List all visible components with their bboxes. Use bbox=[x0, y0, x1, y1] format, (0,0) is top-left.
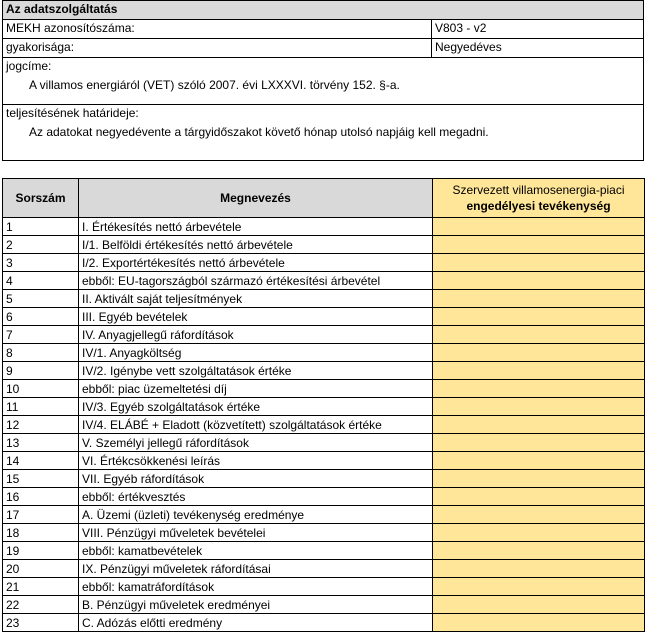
row-number: 23 bbox=[3, 614, 79, 632]
value-input-cell[interactable] bbox=[433, 272, 645, 290]
table-row bbox=[3, 506, 645, 524]
value-input-cell[interactable] bbox=[433, 470, 645, 488]
table-row bbox=[3, 290, 645, 308]
table-row bbox=[3, 236, 645, 254]
row-name: IV. Anyagjellegű ráfordítások bbox=[79, 326, 433, 344]
value-input-cell[interactable] bbox=[433, 218, 645, 236]
row-name: II. Aktivált saját teljesítmények bbox=[79, 290, 433, 308]
row-name: IV/4. ELÁBÉ + Eladott (közvetített) szolgáltatások értéke bbox=[79, 416, 433, 434]
column-header-number: Sorszám bbox=[3, 179, 79, 218]
value-input-cell[interactable] bbox=[433, 596, 645, 614]
frequency-row bbox=[3, 39, 643, 58]
table-row bbox=[3, 362, 645, 380]
legal-basis-text: A villamos energiáról (VET) szóló 2007. évi LXXXVI. törvény 152. §-a. bbox=[29, 78, 400, 92]
data-table bbox=[2, 178, 645, 632]
row-number: 9 bbox=[3, 362, 79, 380]
column-header-value bbox=[433, 179, 645, 218]
value-input-cell[interactable] bbox=[433, 452, 645, 470]
mekh-value: V803 - v2 bbox=[431, 20, 486, 38]
row-number: 13 bbox=[3, 434, 79, 452]
row-number: 5 bbox=[3, 290, 79, 308]
row-name: B. Pénzügyi műveletek eredményei bbox=[79, 596, 433, 614]
row-number: 6 bbox=[3, 308, 79, 326]
row-name: ebből: kamatbevételek bbox=[79, 542, 433, 560]
table-row bbox=[3, 524, 645, 542]
table-row bbox=[3, 596, 645, 614]
table-row bbox=[3, 488, 645, 506]
row-number: 14 bbox=[3, 452, 79, 470]
row-name: I/1. Belföldi értékesítés nettó árbevétele bbox=[79, 236, 433, 254]
row-name: ebből: EU-tagországból származó értékesítési árbevétel bbox=[79, 272, 433, 290]
row-name: IV/3. Egyéb szolgáltatások értéke bbox=[79, 398, 433, 416]
value-input-cell[interactable] bbox=[433, 344, 645, 362]
value-input-cell[interactable] bbox=[433, 380, 645, 398]
legal-basis-label: jogcíme: bbox=[6, 59, 52, 73]
table-row bbox=[3, 578, 645, 596]
frequency-value: Negyedéves bbox=[431, 39, 502, 57]
row-number: 7 bbox=[3, 326, 79, 344]
row-name: ebből: értékvesztés bbox=[79, 488, 433, 506]
value-input-cell[interactable] bbox=[433, 524, 645, 542]
row-number: 19 bbox=[3, 542, 79, 560]
mekh-label: MEKH azonosítószáma: bbox=[6, 21, 135, 35]
row-name: V. Személyi jellegű ráfordítások bbox=[79, 434, 433, 452]
value-input-cell[interactable] bbox=[433, 326, 645, 344]
table-row bbox=[3, 452, 645, 470]
table-row bbox=[3, 398, 645, 416]
row-name: ebből: kamatráfordítások bbox=[79, 578, 433, 596]
table-row bbox=[3, 434, 645, 452]
table-row bbox=[3, 560, 645, 578]
row-number: 20 bbox=[3, 560, 79, 578]
row-number: 16 bbox=[3, 488, 79, 506]
table-row bbox=[3, 218, 645, 236]
row-number: 22 bbox=[3, 596, 79, 614]
column-header-value-line1: Szervezett villamosenergia-piaci bbox=[452, 183, 625, 197]
row-name: I. Értékesítés nettó árbevétele bbox=[79, 218, 433, 236]
table-row bbox=[3, 416, 645, 434]
column-header-value-line2: engedélyesi tevékenység bbox=[466, 199, 611, 213]
value-input-cell[interactable] bbox=[433, 488, 645, 506]
deadline-label: teljesítésének határideje: bbox=[6, 106, 139, 120]
table-row bbox=[3, 614, 645, 632]
value-input-cell[interactable] bbox=[433, 290, 645, 308]
frequency-label: gyakorisága: bbox=[6, 40, 75, 54]
row-name: A. Üzemi (üzleti) tevékenység eredménye bbox=[79, 506, 433, 524]
table-row bbox=[3, 272, 645, 290]
table-row bbox=[3, 542, 645, 560]
value-input-cell[interactable] bbox=[433, 542, 645, 560]
row-name: III. Egyéb bevételek bbox=[79, 308, 433, 326]
value-input-cell[interactable] bbox=[433, 398, 645, 416]
value-input-cell[interactable] bbox=[433, 416, 645, 434]
info-box bbox=[2, 0, 644, 161]
table-row bbox=[3, 470, 645, 488]
info-title: Az adatszolgáltatás bbox=[3, 1, 643, 20]
row-number: 10 bbox=[3, 380, 79, 398]
value-input-cell[interactable] bbox=[433, 506, 645, 524]
value-input-cell[interactable] bbox=[433, 614, 645, 632]
row-number: 8 bbox=[3, 344, 79, 362]
table-row bbox=[3, 254, 645, 272]
deadline-text: Az adatokat negyedévente a tárgyidőszakot követő hónap utolsó napjáig kell megadni. bbox=[29, 125, 489, 139]
row-name: VIII. Pénzügyi műveletek bevételei bbox=[79, 524, 433, 542]
row-name: VI. Értékcsökkenési leírás bbox=[79, 452, 433, 470]
row-number: 4 bbox=[3, 272, 79, 290]
row-number: 21 bbox=[3, 578, 79, 596]
value-input-cell[interactable] bbox=[433, 362, 645, 380]
column-header-name: Megnevezés bbox=[79, 179, 433, 218]
value-input-cell[interactable] bbox=[433, 434, 645, 452]
row-number: 2 bbox=[3, 236, 79, 254]
row-name: IX. Pénzügyi műveletek ráfordításai bbox=[79, 560, 433, 578]
table-row bbox=[3, 380, 645, 398]
row-name: C. Adózás előtti eredmény bbox=[79, 614, 433, 632]
mekh-row bbox=[3, 20, 643, 39]
row-name: IV/2. Igénybe vett szolgáltatások értéke bbox=[79, 362, 433, 380]
value-input-cell[interactable] bbox=[433, 578, 645, 596]
row-number: 11 bbox=[3, 398, 79, 416]
row-number: 15 bbox=[3, 470, 79, 488]
table-header-row bbox=[3, 179, 645, 218]
value-input-cell[interactable] bbox=[433, 254, 645, 272]
value-input-cell[interactable] bbox=[433, 560, 645, 578]
row-name: ebből: piac üzemeltetési díj bbox=[79, 380, 433, 398]
row-number: 18 bbox=[3, 524, 79, 542]
row-name: VII. Egyéb ráfordítások bbox=[79, 470, 433, 488]
legal-basis-block bbox=[3, 58, 643, 105]
table-row bbox=[3, 344, 645, 362]
row-number: 3 bbox=[3, 254, 79, 272]
row-number: 17 bbox=[3, 506, 79, 524]
value-input-cell[interactable] bbox=[433, 236, 645, 254]
value-input-cell[interactable] bbox=[433, 308, 645, 326]
row-name: IV/1. Anyagköltség bbox=[79, 344, 433, 362]
row-number: 1 bbox=[3, 218, 79, 236]
table-row bbox=[3, 308, 645, 326]
table-row bbox=[3, 326, 645, 344]
row-number: 12 bbox=[3, 416, 79, 434]
row-name: I/2. Exportértékesítés nettó árbevétele bbox=[79, 254, 433, 272]
